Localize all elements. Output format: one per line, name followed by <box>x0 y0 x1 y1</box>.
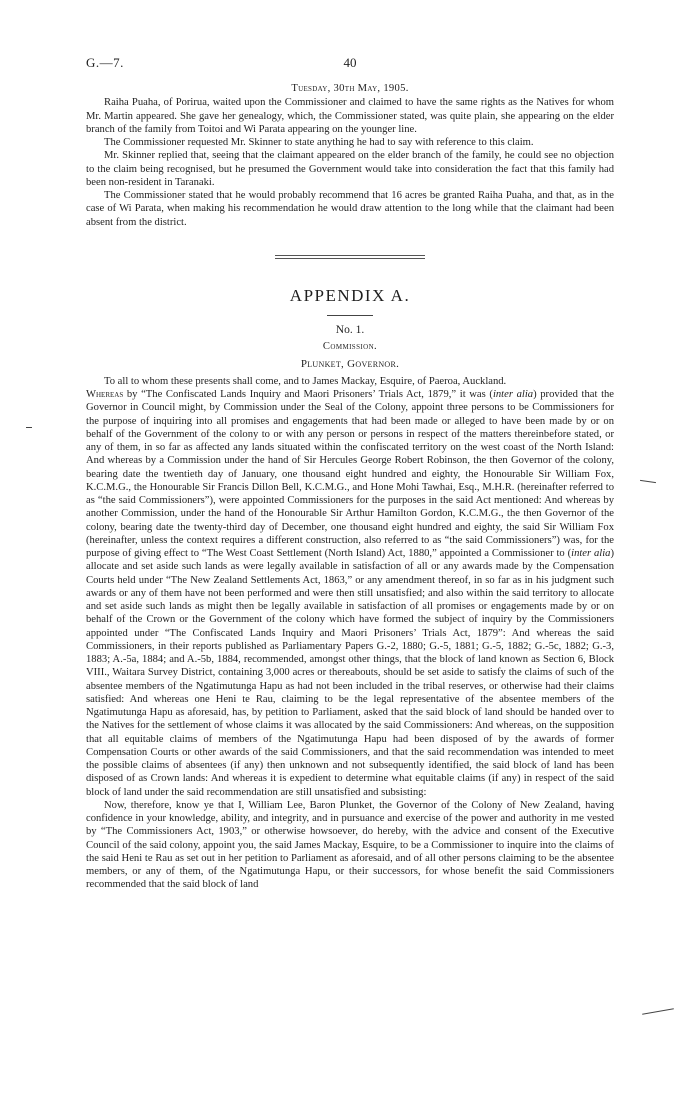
commission-heading: Commission. <box>322 340 378 352</box>
title-rule <box>327 315 373 316</box>
minutes-paragraph: Mr. Skinner replied that, seeing that the claimant appeared on the elder branch of the family, he could see no objection to the claim being recognised, but he presumed the Government would take into consideration the fact that this family had been non-resident in Taranaki. <box>86 150 614 188</box>
header-reference: G.—7. <box>86 55 124 70</box>
page-body <box>86 82 614 892</box>
header-page-number: 40 <box>343 55 357 70</box>
minutes-paragraph: The Commissioner stated that he would probably recommend that 16 acres be granted Raiha Puaha, and that, as in the case of Wi Parata, when making his recommendation he would draw attention to the long while that the claimant had been absent from the district. <box>86 190 614 228</box>
appendix-number: No. 1. <box>335 323 365 336</box>
date-heading: Tuesday, 30th May, 1905. <box>291 83 409 94</box>
recital-text: ) provided that the Governor in Council might, by Commission under the Seal of the Colony, appoint three persons to be Commissioners for the purpose of inquiring into all promises and engagements that had been made or alleged to have been made by or on behalf of the Government of the colony to or with any person or persons in respect of the matters thereinbefore stated, or any of them, in so far as affected any lands situated within the confiscated territory on the west coast of the North Island: And whereas by a Commission under the hand of Sir Hercules George Robert Robinson, the then Governor of the colony, bearing date the twentieth day of January, one thousand eight hundred and eighty, the Honourable Sir William Fox, K.C.M.G., the Honourable Sir Francis Dillon Bell, K.C.M.G., and Hone Mohi Tawhai, Esq., M.H.R. (hereinafter referred to as “the said Commissioners”), were appointed Commissioners for the purposes in the said Act mentioned: And whereas by another Commission, under the hand of the Honourable Sir Arthur Hamilton Gordon, K.C.M.G., the then Governor of the colony, bearing date the twenty-third day of December, one thousand eight hundred and eighty, the said Sir William Fox (hereinafter, unless the context requires a different construction, also referred to as “the said Commissioners”) was, for the purpose of giving effect to “The West Coast Settlement (North Island) Act, 1880,” appointed a Commissioner to ( <box>86 389 615 559</box>
recital-text: ) allocate and set aside such lands as were legally available in satisfaction of all or any awards made by the Compensation Courts held under “The New Zealand Settlements Act, 1863,” or any amendment thereof, in so far as in his judgment such awards or any of them have not been performed and were then still unsatisfied; and also within the said territory to allocate and set aside such lands as might then be legally available in satisfaction of all promises or engagements made by or on behalf of the Crown or the Government of the colony which have formed the subject of inquiry by the Commissioners appointed under “The Confiscated Lands Inquiry and Maori Prisoners’ Trials Act, 1879”: And whereas the said Commissioners, in their reports published as Parliamentary Papers G.-2, 1880; G.-5, 1881; G.-5, 1882; G.-5c, 1882; G.-3, 1883; A.-5a, 1884; and A.-5b, 1884, recommended, amongst other things, that the block of land known as Section 6, Block VIII., Waitara Survey District, containing 3,000 acres or thereabouts, should be set aside to satisfy the claims of such of the absentee members of the Ngatimutunga Hapu as had not been included in the tribal reserves, or otherwise had their claims satisfied: And whereas one Heni te Rau, claiming to be the legal representative of the absentee members of the Ngatimutunga Hapu as aforesaid, has, by petition to Parliament, asked that the said block of land should be handed over to the Natives for the settlement of whose claims it was allocated by the said Commissioners: And whereas, on the supposition that all equitable claims of members of the Ngatimutunga Hapu had been disposed of by the awards of former Compensation Courts or other awards of the said Commissioners, and that the said recommendation was intended to meet the possible claims of absentees (if any) then unknown and not subsequently identified, the said block of land has been disposed of as Crown lands: And whereas it is expedient to determine what equitable claims (if any) in respect of the said block of land under the said recommendation are still unsatisfied and subsisting: <box>86 548 615 798</box>
running-header <box>86 55 614 73</box>
minutes-paragraph: Raiha Puaha, of Porirua, waited upon the Commissioner and claimed to have the same rights as the Natives for whom Mr. Martin appeared. She gave her genealogy, which, the Commissioner stated, was quite plain, she appearing on the elder branch of the family from Toitoi and Wi Parata appearing on the younger line. <box>86 97 614 135</box>
whereas-lead: Whereas <box>86 389 124 400</box>
operative-paragraph: Now, therefore, know ye that I, William Lee, Baron Plunket, the Governor of the Colony of New Zealand, having confidence in your knowledge, ability, and integrity, and in pursuance and exercise of the power and authority in me vested by “The Commissioners Act, 1903,” or otherwise howsoever, do hereby, with the advice and consent of the Executive Council of the said colony, appoint you, the said James Mackay, Esquire, to be a Commissioner to inquire into the claims of the said Heni te Rau as set out in her petition to Parliament as aforesaid, and of all other persons claiming to be the absentee members, or any of them, of the Ngatimutunga Hapu, or their successors, for whose benefit the said Commissioners recommended that the said block of land <box>86 799 614 891</box>
inter-alia: inter alia <box>571 548 611 559</box>
section-divider <box>275 255 425 259</box>
minutes-paragraph: The Commissioner requested Mr. Skinner to state anything he had to say with reference to this claim. <box>104 137 534 148</box>
governor-signature: Plunket, Governor. <box>300 357 400 370</box>
appendix-title: APPENDIX A. <box>289 285 411 305</box>
margin-mark <box>26 427 32 428</box>
address-line: To all to whom these presents shall come, and to James Mackay, Esquire, of Paeroa, Auckland. <box>104 375 507 387</box>
inter-alia: inter alia <box>492 389 534 400</box>
commission-recitals <box>86 388 614 799</box>
recital-text: by “The Confiscated Lands Inquiry and Maori Prisoners’ Trials Act, 1879,” it was ( <box>123 389 493 400</box>
margin-mark <box>640 480 656 483</box>
margin-mark <box>642 1008 674 1015</box>
